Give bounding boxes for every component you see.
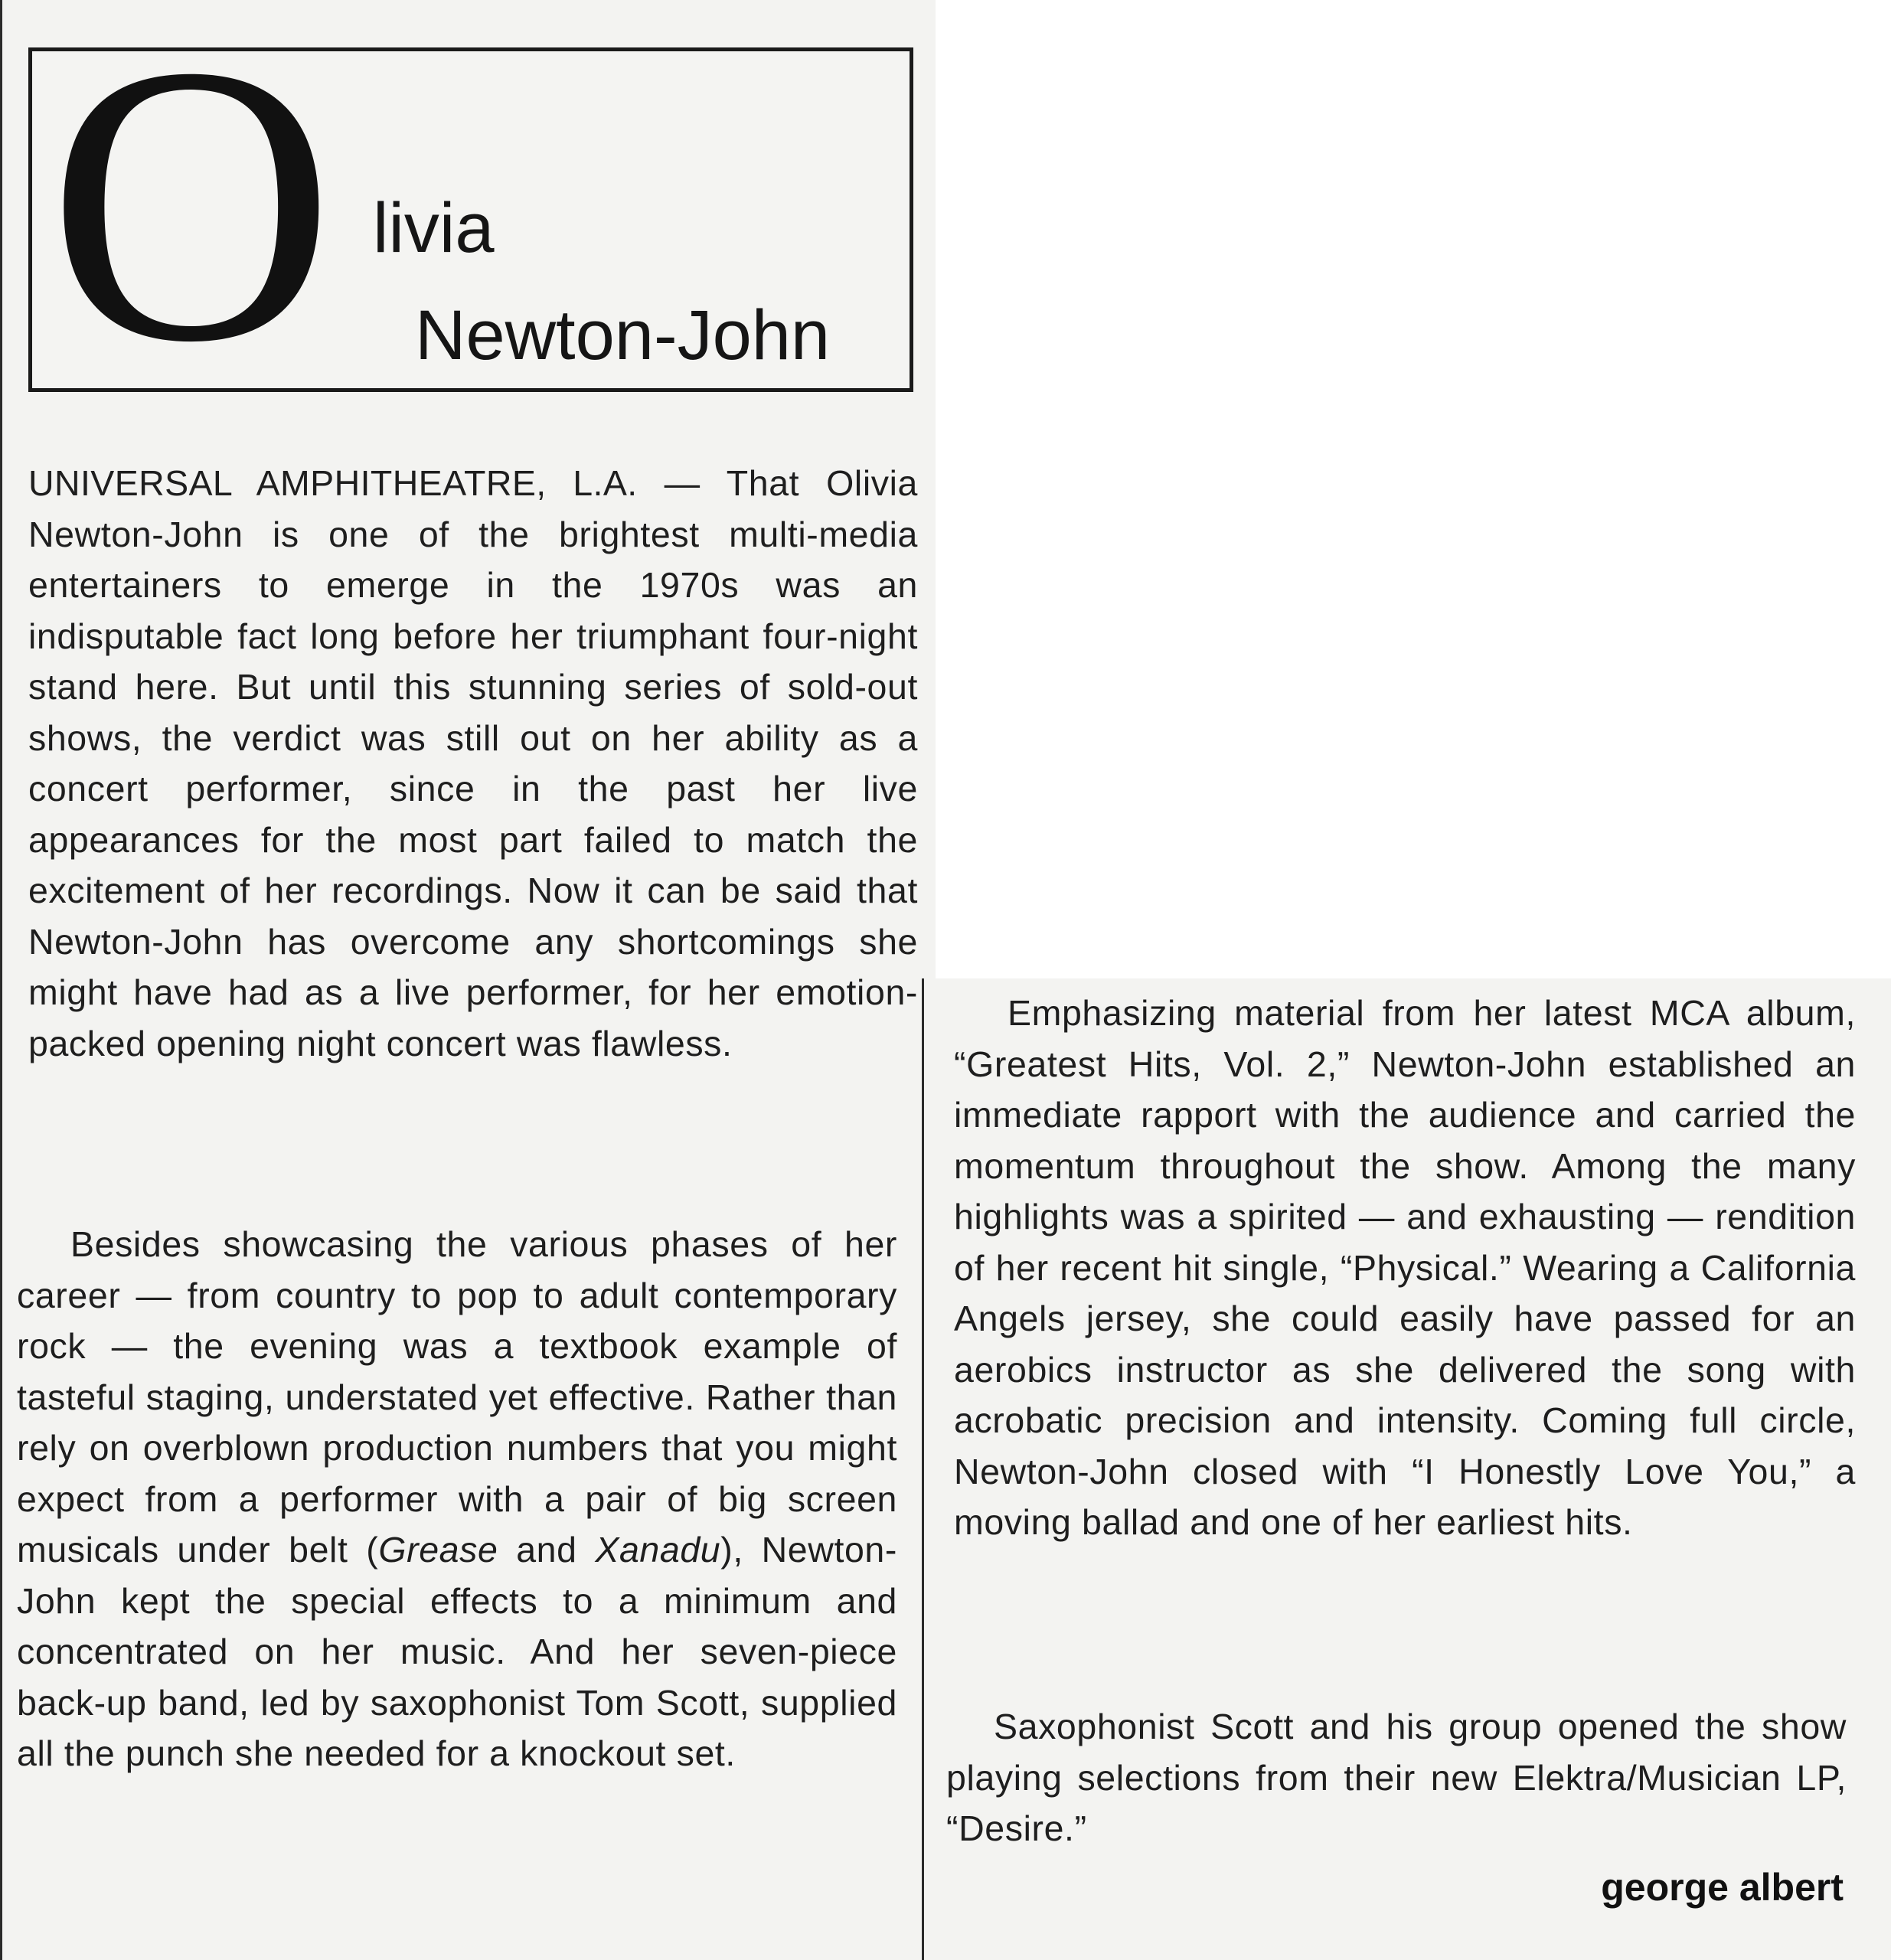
paragraph-3 <box>954 988 1856 1548</box>
paragraph-4 <box>946 1701 1847 1854</box>
headline-initial: O <box>47 0 335 424</box>
paragraph-1-text: — That Olivia Newton-John is one of the brightest multi-media entertainers to emerge in the 1970s was an indisputable fact long before her triumphant four-night stand here. But until this stunning series of sold-out shows, the verdict was still out on her ability as a concert performer, since in the past her live appearances for the most part failed to match the excitement of her recordings. Now it can be said that Newton-John has overcome any shortcomings she might have had as a live performer, for her emotion-packed opening night concert was flawless. <box>28 463 918 1063</box>
paragraph-1 <box>28 458 918 1069</box>
paragraph-4-text: Saxophonist Scott and his group opened the show playing selections from their new Elektra/Musician LP, “Desire.” <box>946 1707 1847 1848</box>
film-title-grease: Grease <box>378 1530 498 1570</box>
paragraph-2 <box>17 1219 897 1779</box>
film-title-xanadu: Xanadu <box>595 1530 721 1570</box>
byline: george albert <box>1601 1866 1844 1909</box>
headline-line-1: livia <box>373 189 495 267</box>
headline-box <box>28 0 913 424</box>
paragraph-2-text-a: Besides showcasing the various phases of her career — from country to pop to adult contemporary rock — the evening was a textbook example of tasteful staging, understated yet effective. Rather than rely on overblown production numbers that you might expect from a performer with a pair of big screen musicals under belt ( <box>17 1224 897 1570</box>
dateline: UNIVERSAL AMPHITHEATRE, L.A. <box>28 463 638 503</box>
paragraph-2-text-c: ), Newton-John kept the special effects to a minimum and concentrated on her music. And her seven-piece back-up band, led by saxophonist Tom Scott, supplied all the punch she needed for a knockout set. <box>17 1530 897 1773</box>
headline-line-2: Newton-John <box>415 296 831 374</box>
paragraph-3-text: Emphasizing material from her latest MCA album, “Greatest Hits, Vol. 2,” Newton-John established an immediate rapport with the audience and carried the momentum throughout the show. Among the many highlights was a spirited — and exhausting — rendition of her recent hit single, “Physical.” Wearing a California Angels jersey, she could easily have passed for an aerobics instructor as she delivered the song with acrobatic precision and intensity. Coming full circle, Newton-John closed with “I Honestly Love You,” a moving ballad and one of her earliest hits. <box>954 993 1856 1542</box>
paragraph-2-text-b: and <box>498 1530 596 1570</box>
